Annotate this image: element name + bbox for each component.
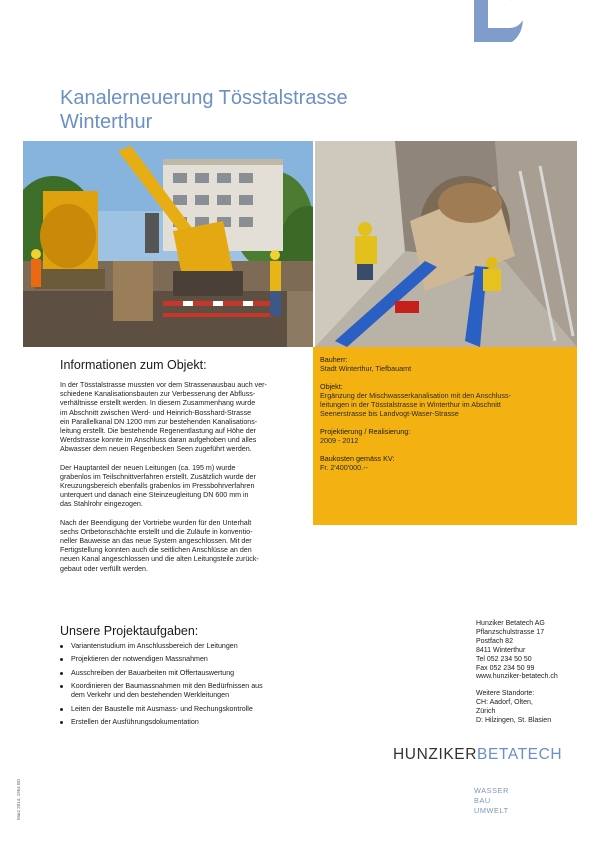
object-line: Seenerstrasse bis Landvogt-Waser-Strasse	[320, 409, 459, 418]
website-link[interactable]: www.hunziker-betatech.ch	[476, 673, 558, 681]
title-line-1: Kanalerneuerung Tösstalstrasse	[60, 87, 348, 109]
project-info-box	[313, 347, 577, 525]
trench-pipe-photo	[315, 141, 577, 347]
list-item	[60, 705, 310, 714]
cost-value: Fr. 2'400'000.--	[320, 463, 368, 472]
text-line: das Stahlrohr eingezogen.	[60, 500, 143, 509]
text-line: im Abschnitt zwischen Werd- und Heinrich-Bosshard-Strasse	[60, 408, 252, 417]
tagline: BAU	[474, 796, 491, 805]
tagline: WASSER	[474, 786, 509, 795]
city: 8411 Winterthur	[476, 646, 526, 654]
info-paragraph-1	[60, 381, 304, 455]
text-line: unterquert und danach eine Steinzeugleitung DN 600 mm in	[60, 491, 249, 500]
text-line: ein Parallelkanal DN 1200 mm zur bestehenden Kanalisations-	[60, 417, 258, 426]
text-line: Werdstrasse konnte im Anschluss daran aufgehoben und alles	[60, 436, 257, 445]
client-label: Bauherr:	[320, 355, 348, 364]
list-item	[60, 642, 310, 651]
list-item	[60, 655, 310, 664]
task-text: Leiten der Baustelle mit Ausmass- und Rechungskontrolle	[71, 704, 253, 713]
bullet-icon	[60, 708, 63, 711]
phone: Tel 052 234 50 50	[476, 655, 532, 663]
task-text: dem Verkehr und den bestehenden Werkleitungen	[71, 691, 230, 700]
task-text: Erstellen der Ausführungsdokumentation	[71, 718, 199, 727]
text-line: grabenlos im Teilschnittverfahren erstellt. Zusätzlich wurde der	[60, 472, 256, 481]
tagline: UMWELT	[474, 806, 509, 815]
object-line: leitungen in der Tösstalstrasse in Winterthur im Abschnitt	[320, 400, 501, 409]
construction-site-photo	[23, 141, 313, 347]
client-value: Stadt Winterthur, Tiefbauamt	[320, 364, 412, 373]
text-line: Der Hauptanteil der neuen Leitungen (ca. 195 m) wurde	[60, 463, 236, 472]
text-line: leitung erstellt. Die bestehende Regenentlastung auf Höhe der	[60, 427, 256, 436]
task-text: Koordinieren der Baumassnahmen mit den Bedürfnissen aus	[71, 682, 263, 691]
side-note: Marz 2014, 1954 BD	[16, 778, 21, 820]
task-text: Ausschreiben der Bauarbeiten mit Offertauswertung	[71, 668, 235, 677]
list-item	[60, 669, 310, 678]
other-location: Zürich	[476, 708, 496, 716]
text-line: schiedene Kanalisationsbauten zur Verbesserung der Abfluss-	[60, 390, 256, 399]
task-text: Variantenstudium im Anschlussbereich der Leitungen	[71, 642, 238, 650]
text-line: neller Bauweise an das neue System angeschlossen. Mit der	[60, 537, 252, 546]
info-paragraph-2	[60, 464, 304, 510]
other-locations-label: Weitere Standorte:	[476, 690, 535, 698]
brand-name-part1: HUNZIKER	[393, 746, 478, 763]
cost-label: Baukosten gemäss KV:	[320, 454, 395, 463]
company-logo-mark	[474, 0, 538, 42]
object-line: Ergänzung der Mischwasserkanalisation mit den Anschluss-	[320, 391, 511, 400]
text-line: In der Tösstalstrasse mussten vor dem Strassenausbau auch ver-	[60, 381, 267, 389]
title-line-2: Winterthur	[60, 111, 153, 133]
other-location: D: Hilzingen, St. Blasien	[476, 717, 552, 725]
text-line: Kreuzungsbereich ebenfalls grabenlos im Pressbohrverfahren	[60, 482, 255, 491]
text-line: verhältnisse erstellt werden. In diesem Zusammenhang wurde	[60, 399, 256, 408]
object-label: Objekt:	[320, 382, 343, 391]
bullet-icon	[60, 658, 63, 661]
contact-block	[476, 620, 591, 726]
text-line: sechs Ortbetonschächte erstellt und die Zuläufe in konventio-	[60, 527, 253, 536]
other-location: CH: Aadorf, Olten,	[476, 699, 533, 707]
tasks-list	[60, 642, 310, 732]
brand-taglines	[474, 786, 509, 816]
text-line: gebaut oder verfüllt werden.	[60, 564, 148, 573]
text-line: Abwasser dem neuen Regenbecken Seen zugeführt werden.	[60, 445, 252, 454]
bullet-icon	[60, 721, 63, 724]
page-title	[60, 86, 348, 134]
text-line: Fertigstellung konnten auch die seitlichen Anschlüsse an den	[60, 546, 252, 555]
info-body	[60, 381, 304, 574]
period-value: 2009 - 2012	[320, 436, 359, 445]
info-heading: Informationen zum Objekt:	[60, 358, 207, 372]
period-label: Projektierung / Realisierung:	[320, 427, 411, 436]
bullet-icon	[60, 645, 63, 648]
info-paragraph-3	[60, 519, 304, 574]
street: Pflanzschulstrasse 17	[476, 628, 545, 636]
po-box: Postfach 82	[476, 637, 513, 645]
brand-wordmark	[393, 746, 583, 766]
fax: Fax 052 234 50 99	[476, 664, 535, 672]
bullet-icon	[60, 685, 63, 688]
brand-name-part2: BETATECH	[477, 746, 563, 763]
list-item	[60, 718, 310, 727]
text-line: neuen Kanal angeschlossen und die alten Leitungsteile zurück-	[60, 555, 259, 564]
bullet-icon	[60, 672, 63, 675]
text-line: Nach der Beendigung der Vortriebe wurden für den Unterhalt	[60, 518, 252, 527]
list-item	[60, 682, 310, 700]
tasks-heading: Unsere Projektaufgaben:	[60, 624, 199, 638]
company-name: Hunziker Betatech AG	[476, 620, 545, 627]
task-text: Projektieren der notwendigen Massnahmen	[71, 655, 208, 664]
